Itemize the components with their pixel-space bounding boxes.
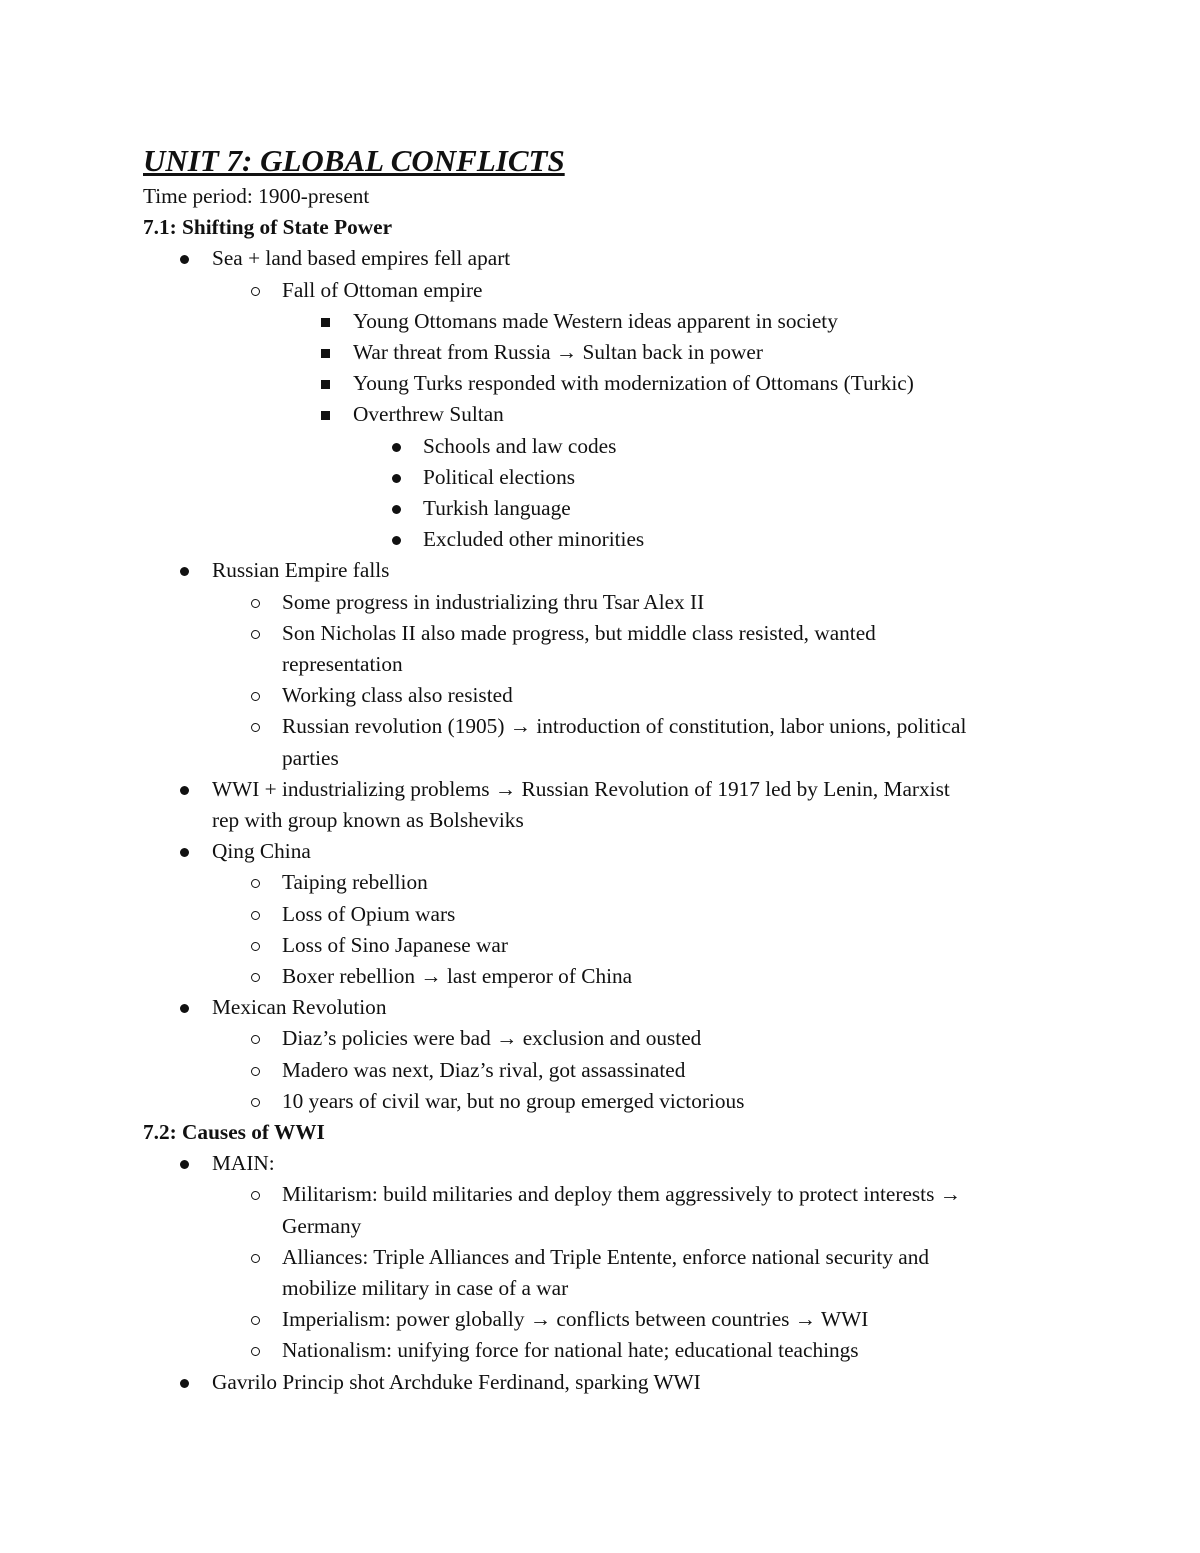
circle-bullet-icon [251,1316,260,1325]
circle-bullet-icon [251,287,260,296]
list-item-level-4: Schools and law codes [423,433,617,458]
list-item-level-2: Madero was next, Diaz’s rival, got assassinated [282,1057,686,1082]
list-item-level-2: Loss of Opium wars [282,901,456,926]
list-item-level-1: Russian Empire falls [212,558,390,583]
disc-bullet-icon [180,1004,189,1013]
circle-bullet-icon [251,879,260,888]
list-item-continuation: representation [282,652,403,676]
list-item-level-2: 10 years of civil war, but no group emerged victorious [282,1088,745,1113]
list-item-level-4: Turkish language [423,496,571,520]
list-item-level-1: Sea + land based empires fell apart [212,246,511,271]
list-item-continuation: parties [282,745,339,770]
list-item-level-3: War threat from Russia → Sultan back in power [353,340,763,364]
list-item-level-1: MAIN: [212,1151,275,1176]
list-item-level-2: Imperialism: power globally → conflicts between countries → WWI [282,1307,869,1332]
disc-bullet-icon [392,505,401,514]
list-item-level-2: Russian revolution (1905) → introduction of constitution, labor unions, political [282,714,967,739]
list-item-level-2: Alliances: Triple Alliances and Triple Entente, enforce national security and [282,1244,930,1269]
list-item-level-2: Militarism: build militaries and deploy them aggressively to protect interests → [282,1182,962,1207]
disc-bullet-icon [392,443,401,452]
list-item-continuation: mobilize military in case of a war [282,1276,569,1300]
circle-bullet-icon [251,1191,260,1200]
section-heading: 7.1: Shifting of State Power [143,215,393,240]
circle-bullet-icon [251,911,260,920]
square-bullet-icon [321,411,330,420]
circle-bullet-icon [251,723,260,732]
circle-bullet-icon [251,1098,260,1107]
disc-bullet-icon [392,536,401,545]
circle-bullet-icon [251,630,260,639]
list-item-level-2: Fall of Ottoman empire [282,277,483,302]
document-title: UNIT 7: GLOBAL CONFLICTS [143,143,565,178]
list-item-level-3: Young Ottomans made Western ideas apparent in society [353,308,838,333]
list-item-level-2: Taiping rebellion [282,870,428,895]
circle-bullet-icon [251,692,260,701]
list-item-continuation: Germany [282,1213,362,1238]
list-item-level-1: Mexican Revolution [212,995,387,1020]
circle-bullet-icon [251,1035,260,1044]
list-item-level-4: Excluded other minorities [423,527,645,552]
list-item-level-2: Loss of Sino Japanese war [282,932,508,957]
circle-bullet-icon [251,973,260,982]
list-item-level-4: Political elections [423,464,576,489]
square-bullet-icon [321,318,330,327]
list-item-level-1: Qing China [212,839,311,864]
section-heading: 7.2: Causes of WWI [143,1120,325,1144]
list-item-level-2: Boxer rebellion → last emperor of China [282,964,633,988]
list-item-level-2: Working class also resisted [282,683,513,708]
disc-bullet-icon [180,255,189,264]
list-item-level-2: Son Nicholas II also made progress, but middle class resisted, wanted [282,620,876,645]
list-item-level-2: Nationalism: unifying force for national hate; educational teachings [282,1338,859,1363]
list-item-continuation: rep with group known as Bolsheviks [212,808,524,832]
list-item-level-3: Overthrew Sultan [353,402,504,427]
list-item-level-1: WWI + industrializing problems → Russian Revolution of 1917 led by Lenin, Marxist [212,776,950,801]
circle-bullet-icon [251,942,260,951]
disc-bullet-icon [392,474,401,483]
disc-bullet-icon [180,1379,189,1388]
list-item-level-3: Young Turks responded with modernization of Ottomans (Turkic) [353,371,914,396]
disc-bullet-icon [180,1160,189,1169]
list-item-level-2: Diaz’s policies were bad → exclusion and ousted [282,1026,702,1051]
disc-bullet-icon [180,786,189,795]
circle-bullet-icon [251,1067,260,1076]
list-item-level-1: Gavrilo Princip shot Archduke Ferdinand, sparking WWI [212,1369,701,1394]
circle-bullet-icon [251,599,260,608]
square-bullet-icon [321,349,330,358]
circle-bullet-icon [251,1254,260,1263]
disc-bullet-icon [180,848,189,857]
list-item-level-2: Some progress in industrializing thru Tsar Alex II [282,589,705,614]
square-bullet-icon [321,380,330,389]
time-period: Time period: 1900-present [143,184,370,208]
disc-bullet-icon [180,567,189,576]
circle-bullet-icon [251,1347,260,1356]
